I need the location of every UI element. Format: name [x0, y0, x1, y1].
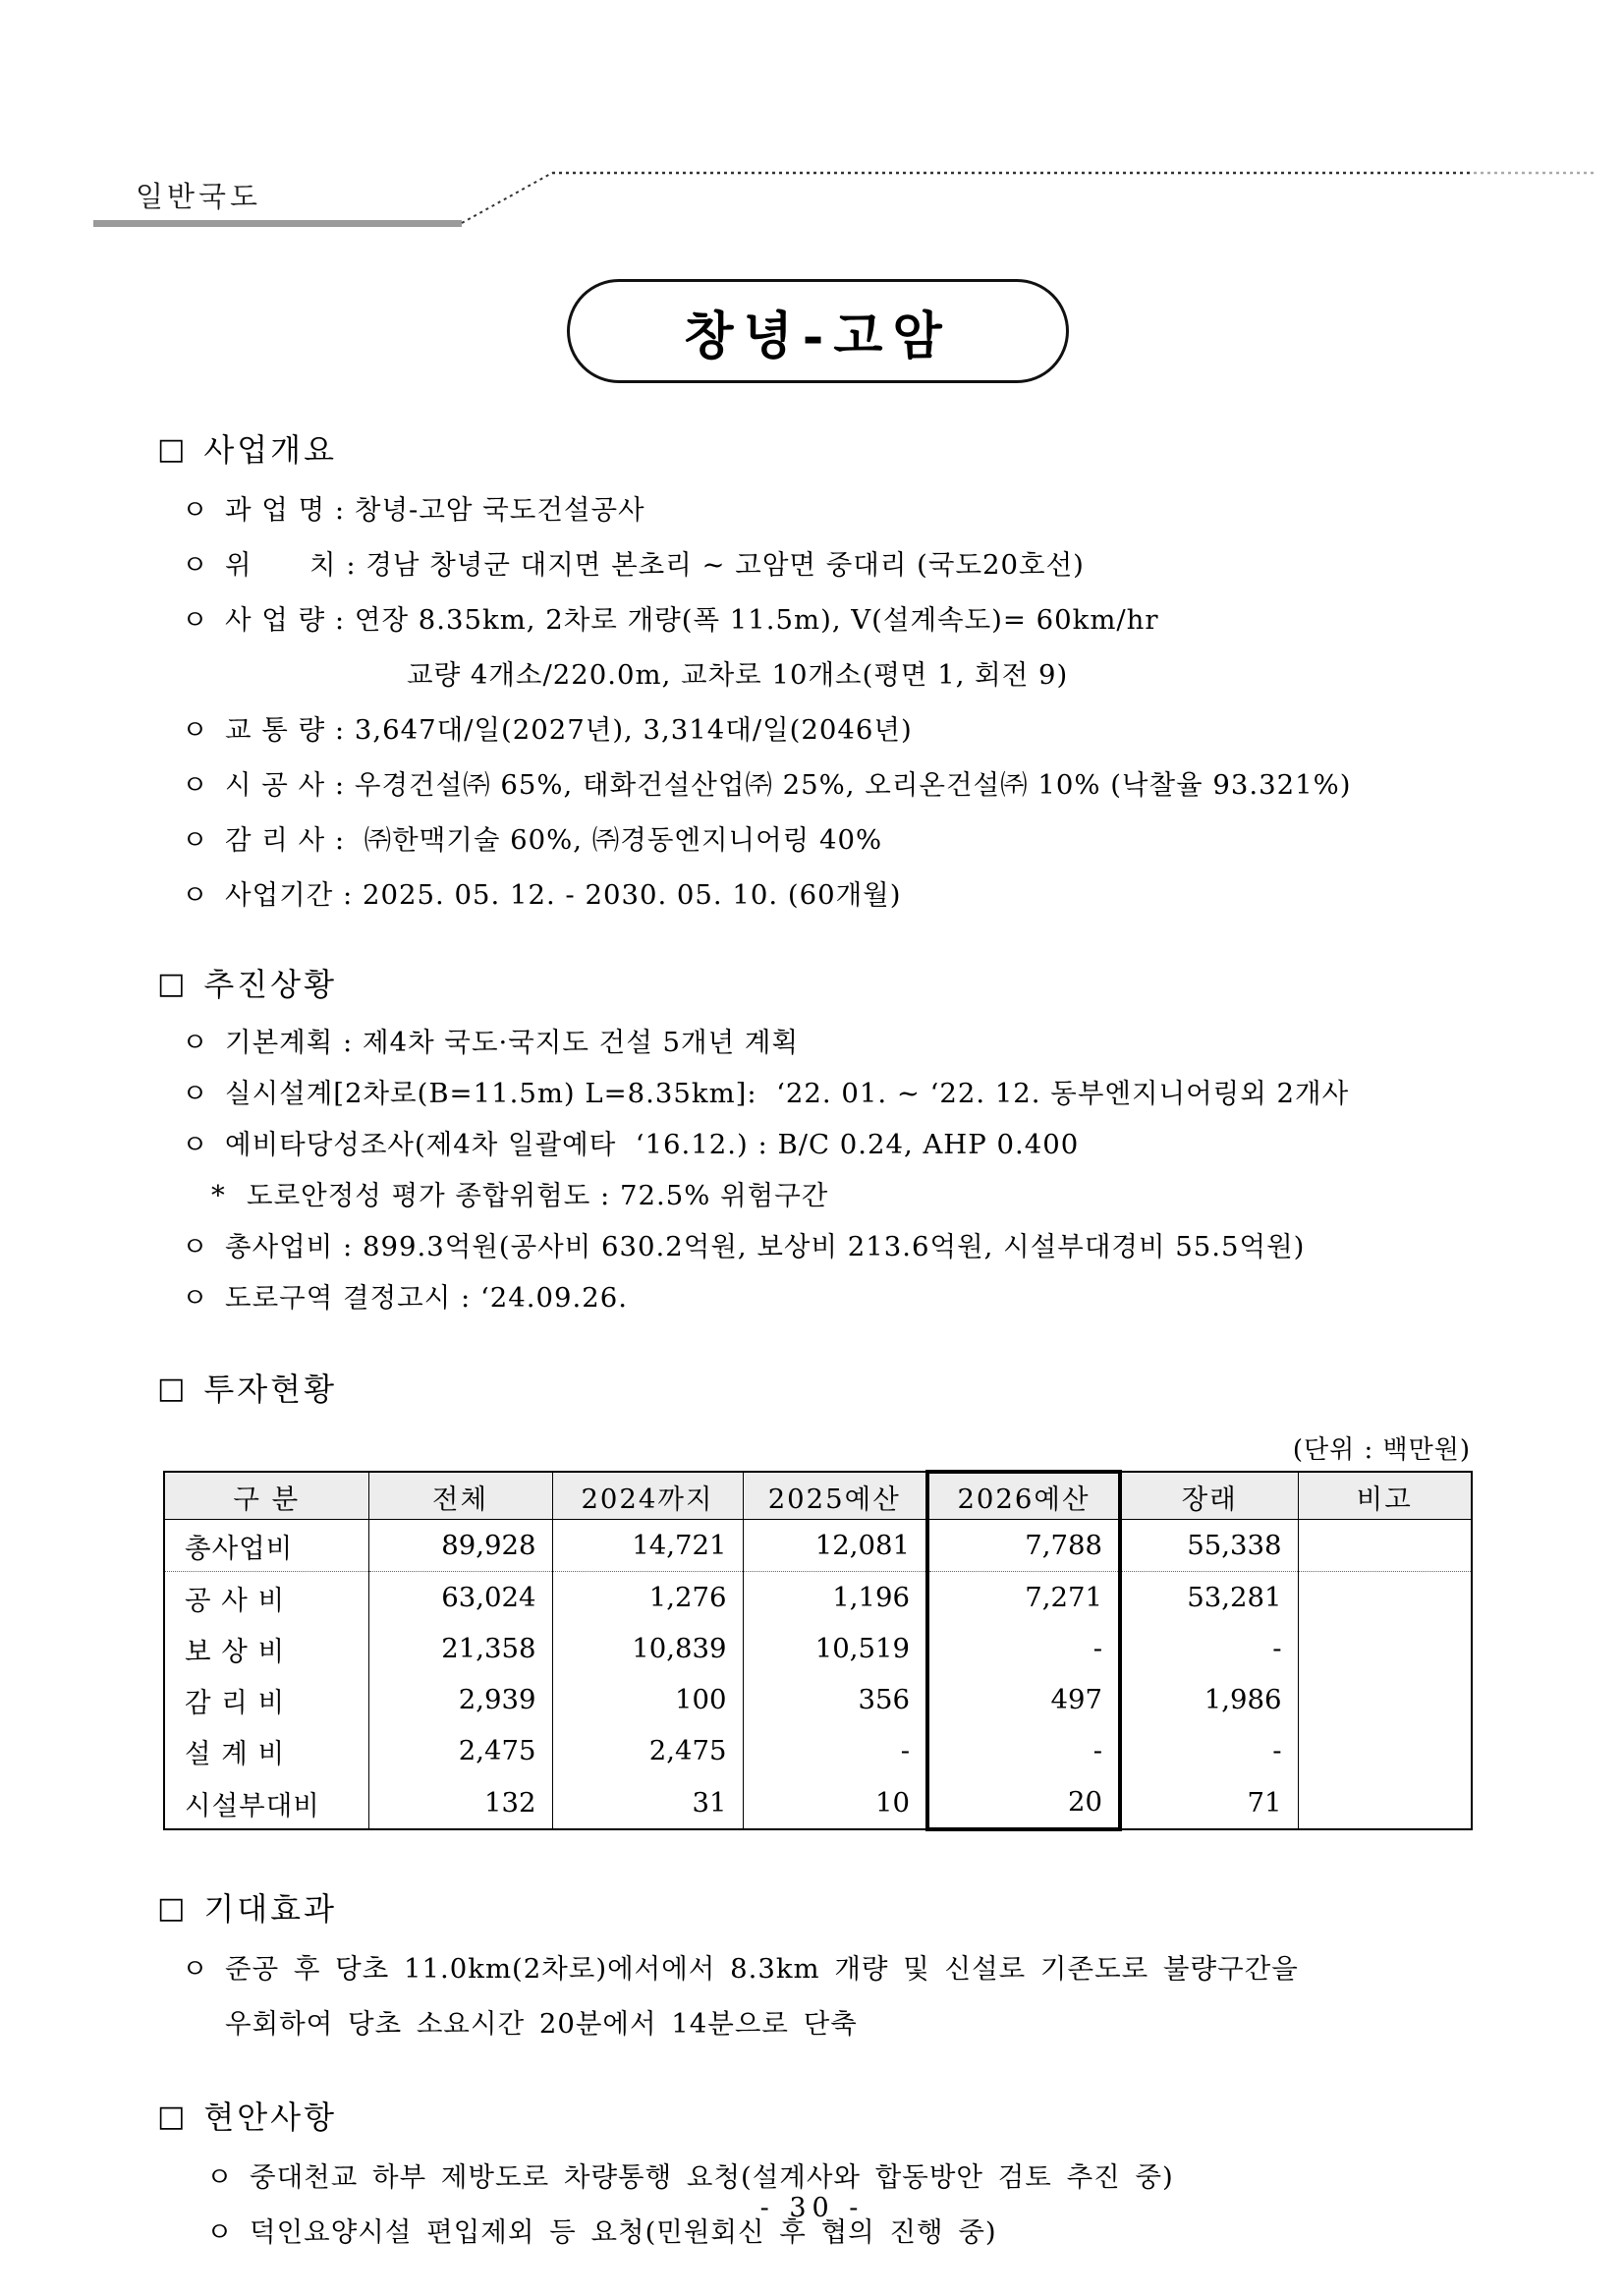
cell: -	[1120, 1623, 1298, 1674]
col-header: 전체	[368, 1472, 552, 1520]
section-heading	[157, 1369, 1516, 1410]
list-item: ㅇ 시 공 사 : 우경건설㈜ 65%, 태화건설산업㈜ 25%, 오리온건설㈜ 10% (낙찰율 93.321%)	[182, 757, 1516, 812]
section-overview	[108, 429, 1516, 923]
cell: 132	[368, 1776, 552, 1829]
col-header: 2025예산	[743, 1472, 927, 1520]
tab-dotted-line	[0, 0, 1624, 246]
circle-bullet: ㅇ	[182, 1078, 208, 1109]
circle-bullet: ㅇ	[182, 1129, 208, 1160]
section-heading-label: 사업개요	[203, 431, 338, 469]
section-issues	[108, 2097, 1516, 2260]
table-row	[164, 1674, 1472, 1725]
list-item-note: * 도로안정성 평가 종합위험도 : 72.5% 위험구간	[211, 1170, 1516, 1221]
row-label: 감 리 비	[164, 1674, 368, 1725]
section-heading	[157, 1888, 1516, 1930]
row-label: 보 상 비	[164, 1623, 368, 1674]
cell: 1,986	[1120, 1674, 1298, 1725]
circle-bullet: ㅇ	[182, 824, 208, 856]
cell-highlighted: 497	[927, 1674, 1120, 1725]
cell: 2,475	[552, 1725, 743, 1776]
section-heading-label: 현안사항	[203, 2099, 338, 2136]
list-item: ㅇ 덕인요양시설 편입제외 등 요청(민원회신 후 협의 진행 중)	[206, 2205, 1516, 2260]
overview-items	[108, 482, 1516, 923]
circle-bullet: ㅇ	[182, 1282, 208, 1314]
row-label: 시설부대비	[164, 1776, 368, 1829]
circle-bullet: ㅇ	[182, 1953, 208, 1985]
section-heading	[157, 964, 1516, 1005]
cell: 1,276	[552, 1572, 743, 1624]
cell: 89,928	[368, 1520, 552, 1572]
circle-bullet: ㅇ	[182, 549, 208, 581]
circle-bullet: ㅇ	[182, 769, 208, 801]
circle-bullet: ㅇ	[182, 1231, 208, 1262]
cell: 10,839	[552, 1623, 743, 1674]
list-item: ㅇ 사업기간 : 2025. 05. 12. - 2030. 05. 10. (60개월)	[182, 868, 1516, 923]
page-content	[108, 429, 1516, 2260]
cell: 53,281	[1120, 1572, 1298, 1624]
circle-bullet: ㅇ	[182, 604, 208, 636]
cell: 63,024	[368, 1572, 552, 1624]
cell: 2,939	[368, 1674, 552, 1725]
page-title: 창녕-고암	[567, 279, 1069, 383]
cell: 100	[552, 1674, 743, 1725]
cell: 2,475	[368, 1725, 552, 1776]
cell: 12,081	[743, 1520, 927, 1572]
list-item: ㅇ 감 리 사 : ㈜한맥기술 60%, ㈜경동엔지니어링 40%	[182, 812, 1516, 868]
cell: 1,196	[743, 1572, 927, 1624]
list-item: ㅇ 중대천교 하부 제방도로 차량통행 요청(설계사와 합동방안 검토 추진 중)	[206, 2150, 1516, 2205]
row-label: 공 사 비	[164, 1572, 368, 1624]
cell	[1298, 1776, 1472, 1829]
cell: 356	[743, 1674, 927, 1725]
page-tab-label: 일반국도	[136, 180, 262, 213]
cell: 55,338	[1120, 1520, 1298, 1572]
list-item: ㅇ 사 업 량 : 연장 8.35km, 2차로 개량(폭 11.5m), V(설계속도)= 60km/hr	[182, 592, 1516, 647]
square-bullet-icon: □	[157, 1891, 189, 1926]
circle-bullet: ㅇ	[182, 1027, 208, 1058]
cell	[1298, 1674, 1472, 1725]
cell: -	[1120, 1725, 1298, 1776]
list-item: ㅇ 기본계획 : 제4차 국도·국지도 건설 5개년 계획	[182, 1017, 1516, 1068]
effects-items	[108, 1941, 1516, 2051]
col-header-highlighted: 2026예산	[927, 1472, 1120, 1520]
list-item: ㅇ 실시설계[2차로(B=11.5m) L=8.35km]: ‘22. 01. ~ ‘22. 12. 동부엔지니어링외 2개사	[182, 1068, 1516, 1119]
section-heading-label: 투자현황	[203, 1371, 338, 1408]
table-row	[164, 1623, 1472, 1674]
list-item-continuation: 교량 4개소/220.0m, 교차로 10개소(평면 1, 회전 9)	[407, 659, 1069, 691]
page-number: - 30 -	[759, 2193, 865, 2223]
cell: 14,721	[552, 1520, 743, 1572]
section-heading	[157, 2097, 1516, 2138]
square-bullet-icon: □	[157, 2100, 189, 2134]
list-item: ㅇ 예비타당성조사(제4차 일괄예타 ‘16.12.) : B/C 0.24, AHP 0.400	[182, 1119, 1516, 1170]
table-unit-note: (단위 : 백만원)	[1292, 1435, 1471, 1465]
cell-highlighted: -	[927, 1725, 1120, 1776]
circle-bullet: ㅇ	[182, 714, 208, 746]
list-item: ㅇ 총사업비 : 899.3억원(공사비 630.2억원, 보상비 213.6억원, 시설부대경비 55.5억원)	[182, 1221, 1516, 1272]
circle-bullet: ㅇ	[182, 879, 208, 911]
section-investment	[108, 1369, 1516, 1831]
asterisk-bullet: *	[211, 1180, 225, 1211]
col-header: 비고	[1298, 1472, 1472, 1520]
col-header: 2024까지	[552, 1472, 743, 1520]
cell: 31	[552, 1776, 743, 1829]
cell	[1298, 1520, 1472, 1572]
investment-table	[163, 1470, 1473, 1831]
cell: 21,358	[368, 1623, 552, 1674]
cell-highlighted: 7,271	[927, 1572, 1120, 1624]
section-heading	[157, 429, 1516, 471]
table-row	[164, 1776, 1472, 1829]
circle-bullet: ㅇ	[206, 2216, 233, 2248]
list-item: ㅇ 도로구역 결정고시 : ‘24.09.26.	[182, 1272, 1516, 1323]
list-item-continuation: 우회하여 당초 소요시간 20분에서 14분으로 단축	[225, 2008, 858, 2040]
table-row	[164, 1520, 1472, 1572]
cell-highlighted: 7,788	[927, 1520, 1120, 1572]
cell	[1298, 1623, 1472, 1674]
table-row	[164, 1725, 1472, 1776]
circle-bullet: ㅇ	[182, 494, 208, 526]
cell-highlighted: -	[927, 1623, 1120, 1674]
square-bullet-icon: □	[157, 1372, 189, 1406]
section-effects	[108, 1888, 1516, 2051]
col-header: 구 분	[164, 1472, 368, 1520]
section-heading-label: 기대효과	[203, 1890, 338, 1928]
cell: 71	[1120, 1776, 1298, 1829]
cell: 10	[743, 1776, 927, 1829]
row-label: 총사업비	[164, 1520, 368, 1572]
list-item: ㅇ 위 치 : 경남 창녕군 대지면 본초리 ~ 고암면 중대리 (국도20호선)	[182, 537, 1516, 592]
cell-highlighted: 20	[927, 1776, 1120, 1829]
section-progress	[108, 964, 1516, 1323]
cell	[1298, 1572, 1472, 1624]
square-bullet-icon: □	[157, 432, 189, 467]
cell: 10,519	[743, 1623, 927, 1674]
row-label: 설 계 비	[164, 1725, 368, 1776]
square-bullet-icon: □	[157, 967, 189, 1001]
table-row	[164, 1572, 1472, 1624]
section-heading-label: 추진상황	[203, 966, 338, 1003]
circle-bullet: ㅇ	[206, 2161, 233, 2193]
cell	[1298, 1725, 1472, 1776]
progress-items	[108, 1017, 1516, 1323]
col-header: 장래	[1120, 1472, 1298, 1520]
list-item: ㅇ 준공 후 당초 11.0km(2차로)에서에서 8.3km 개량 및 신설로 기존도로 불량구간을	[182, 1941, 1516, 1996]
cell: -	[743, 1725, 927, 1776]
table-header-row	[164, 1472, 1472, 1520]
list-item: ㅇ 교 통 량 : 3,647대/일(2027년), 3,314대/일(2046년)	[182, 702, 1516, 757]
list-item: ㅇ 과 업 명 : 창녕-고암 국도건설공사	[182, 482, 1516, 537]
